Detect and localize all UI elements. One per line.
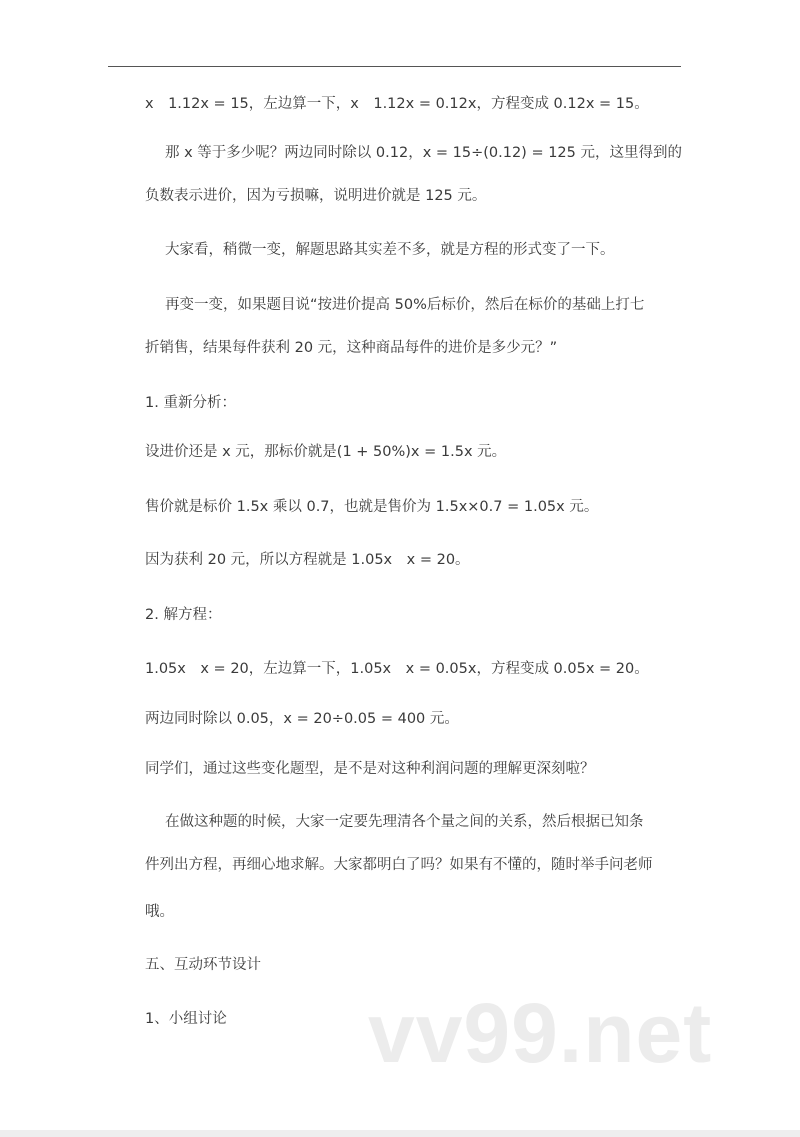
text-line: 折销售，结果每件获利 20 元，这种商品每件的进价是多少元？” (145, 340, 558, 356)
text-line: 1.05x x = 20，左边算一下，1.05x x = 0.05x，方程变成 0.05x = 20。 (145, 661, 649, 677)
section-heading: 1. 重新分析： (145, 395, 236, 411)
text-line: 负数表示进价，因为亏损嘛，说明进价就是 125 元。 (145, 188, 487, 204)
page-bottom-edge (0, 1130, 800, 1137)
section-heading: 1、小组讨论 (145, 1011, 227, 1027)
text-line: 两边同时除以 0.05，x = 20÷0.05 = 400 元。 (145, 711, 459, 727)
text-line: 哦。 (145, 904, 174, 920)
text-line: 再变一变，如果题目说“按进价提高 50%后标价，然后在标价的基础上打七 (165, 297, 645, 313)
text-line: 同学们，通过这些变化题型，是不是对这种利润问题的理解更深刻啦？ (145, 761, 595, 777)
text-line: 设进价还是 x 元，那标价就是(1 + 50%)x = 1.5x 元。 (145, 444, 507, 460)
header-rule (108, 66, 681, 67)
text-line: 因为获利 20 元，所以方程就是 1.05x x = 20。 (145, 552, 470, 568)
text-line: 那 x 等于多少呢？两边同时除以 0.12，x = 15÷(0.12) = 125 元，这里得到的 (165, 145, 682, 161)
text-line: 售价就是标价 1.5x 乘以 0.7，也就是售价为 1.5x×0.7 = 1.05x 元。 (145, 499, 599, 515)
text-line: 在做这种题的时候，大家一定要先理清各个量之间的关系，然后根据已知条 (165, 814, 644, 830)
section-heading: 2. 解方程： (145, 607, 222, 623)
text-line: 大家看，稍微一变，解题思路其实差不多，就是方程的形式变了一下。 (165, 242, 615, 258)
watermark: vv99.net (368, 986, 713, 1080)
section-heading: 五、互动环节设计 (145, 957, 261, 973)
text-line: x 1.12x = 15，左边算一下，x 1.12x = 0.12x，方程变成 0.12x = 15。 (145, 96, 649, 112)
text-line: 件列出方程，再细心地求解。大家都明白了吗？如果有不懂的，随时举手问老师 (145, 857, 653, 873)
